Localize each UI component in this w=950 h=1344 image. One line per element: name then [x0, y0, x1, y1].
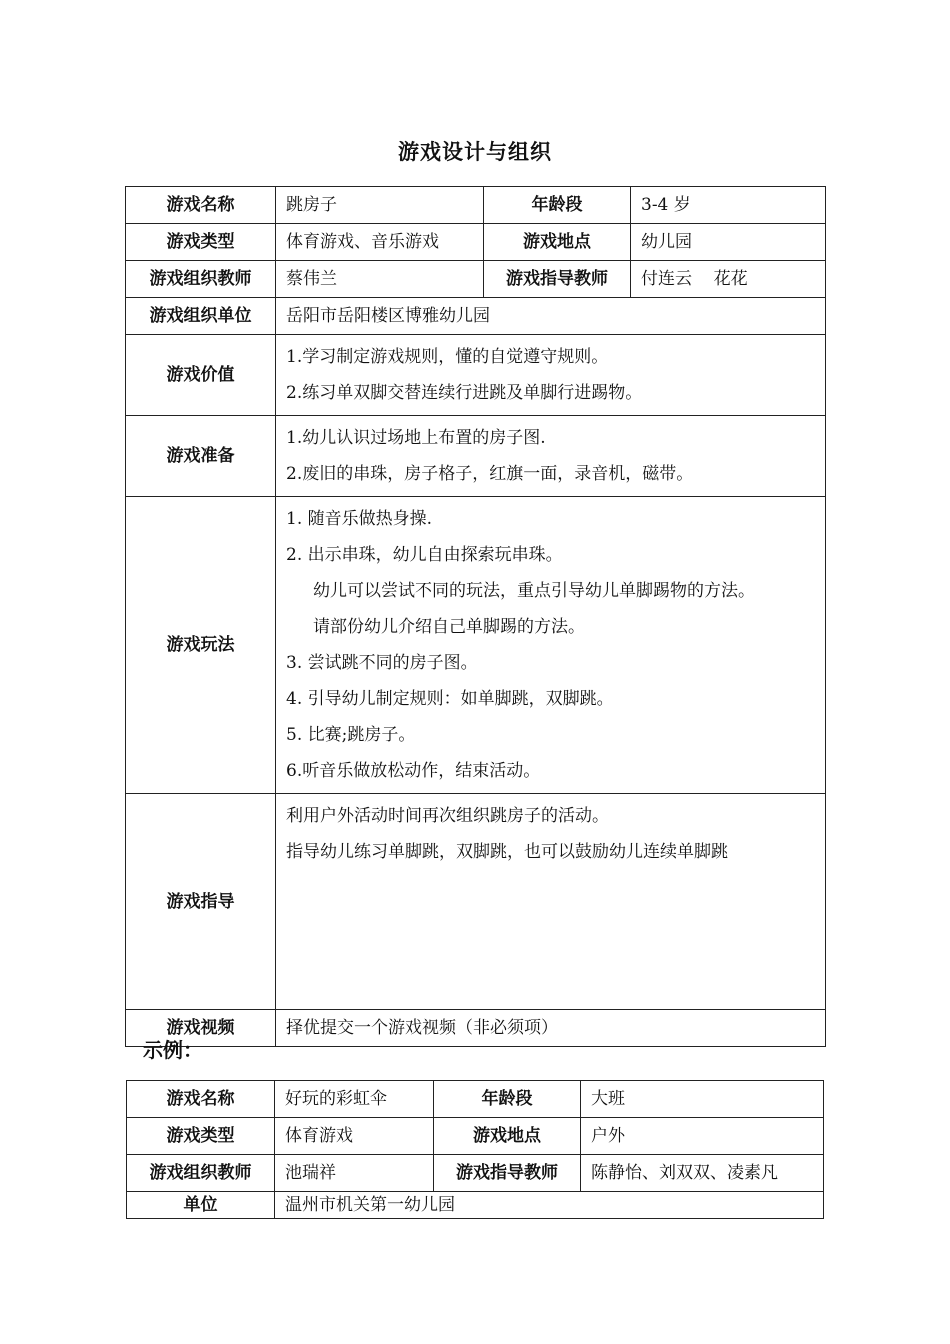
gameplay-line: 3. 尝试跳不同的房子图。: [286, 653, 478, 673]
game-type-label: 游戏类型: [126, 224, 276, 261]
example-instructor-label: 游戏指导教师: [434, 1155, 581, 1192]
game-type-value: 体育游戏、音乐游戏: [276, 224, 484, 261]
gameplay-line: 请部份幼儿介绍自己单脚踢的方法。: [313, 617, 585, 637]
organizer-label: 游戏组织教师: [126, 261, 276, 298]
guidance-line: 利用户外活动时间再次组织跳房子的活动。: [286, 806, 609, 826]
page-title: 游戏设计与组织: [398, 140, 552, 164]
example-unit-label: 单位: [127, 1192, 275, 1219]
game-value-line: 1.学习制定游戏规则，懂的自觉遵守规则。: [286, 347, 609, 367]
game-name-label: 游戏名称: [126, 187, 276, 224]
example-organizer-value: 池瑞祥: [275, 1155, 434, 1192]
organizer-value: 蔡伟兰: [276, 261, 484, 298]
unit-label: 游戏组织单位: [126, 298, 276, 335]
gameplay-line: 5. 比赛;跳房子。: [286, 725, 416, 745]
example-form: [126, 1080, 824, 1219]
example-unit-value: 温州市机关第一幼儿园: [275, 1192, 824, 1219]
gameplay-line: 4. 引导幼儿制定规则：如单脚跳，双脚跳。: [286, 689, 614, 709]
game-value-content: [276, 335, 826, 416]
example-name-value: 好玩的彩虹伞: [275, 1081, 434, 1118]
gameplay-line: 6.听音乐做放松动作，结束活动。: [286, 761, 541, 781]
example-age-label: 年龄段: [434, 1081, 581, 1118]
gameplay-label: 游戏玩法: [126, 497, 276, 794]
example-heading: 示例：: [143, 1038, 203, 1062]
example-place-value: 户外: [581, 1118, 824, 1155]
gameplay-line: 2. 出示串珠，幼儿自由探索玩串珠。: [286, 545, 563, 565]
game-place-value: 幼儿园: [631, 224, 826, 261]
game-design-form: [125, 186, 826, 1047]
age-group-label: 年龄段: [484, 187, 631, 224]
preparation-content: [276, 416, 826, 497]
example-instructor-value: 陈静怡、刘双双、凌素凡: [581, 1155, 824, 1192]
video-label: 游戏视频: [126, 1010, 276, 1047]
unit-value: 岳阳市岳阳楼区博雅幼儿园: [276, 298, 826, 335]
game-value-label: 游戏价值: [126, 335, 276, 416]
preparation-line: 2.废旧的串珠，房子格子，红旗一面，录音机，磁带。: [286, 464, 694, 484]
game-value-line: 2.练习单双脚交替连续行进跳及单脚行进踢物。: [286, 383, 643, 403]
age-group-value: 3-4 岁: [631, 187, 826, 224]
example-type-label: 游戏类型: [127, 1118, 275, 1155]
instructor-label: 游戏指导教师: [484, 261, 631, 298]
gameplay-line: 1. 随音乐做热身操.: [286, 509, 433, 529]
example-type-value: 体育游戏: [275, 1118, 434, 1155]
preparation-label: 游戏准备: [126, 416, 276, 497]
instructor-value: 付连云 花花: [631, 261, 826, 298]
video-value: 择优提交一个游戏视频（非必须项）: [276, 1010, 826, 1047]
guidance-label: 游戏指导: [126, 794, 276, 1010]
guidance-line: 指导幼儿练习单脚跳，双脚跳，也可以鼓励幼儿连续单脚跳: [286, 842, 728, 862]
example-age-value: 大班: [581, 1081, 824, 1118]
preparation-line: 1.幼儿认识过场地上布置的房子图.: [286, 428, 546, 448]
game-place-label: 游戏地点: [484, 224, 631, 261]
gameplay-content: [276, 497, 826, 794]
guidance-content: [276, 794, 826, 1010]
game-name-value: 跳房子: [276, 187, 484, 224]
gameplay-line: 幼儿可以尝试不同的玩法，重点引导幼儿单脚踢物的方法。: [313, 581, 755, 601]
example-name-label: 游戏名称: [127, 1081, 275, 1118]
example-place-label: 游戏地点: [434, 1118, 581, 1155]
example-organizer-label: 游戏组织教师: [127, 1155, 275, 1192]
